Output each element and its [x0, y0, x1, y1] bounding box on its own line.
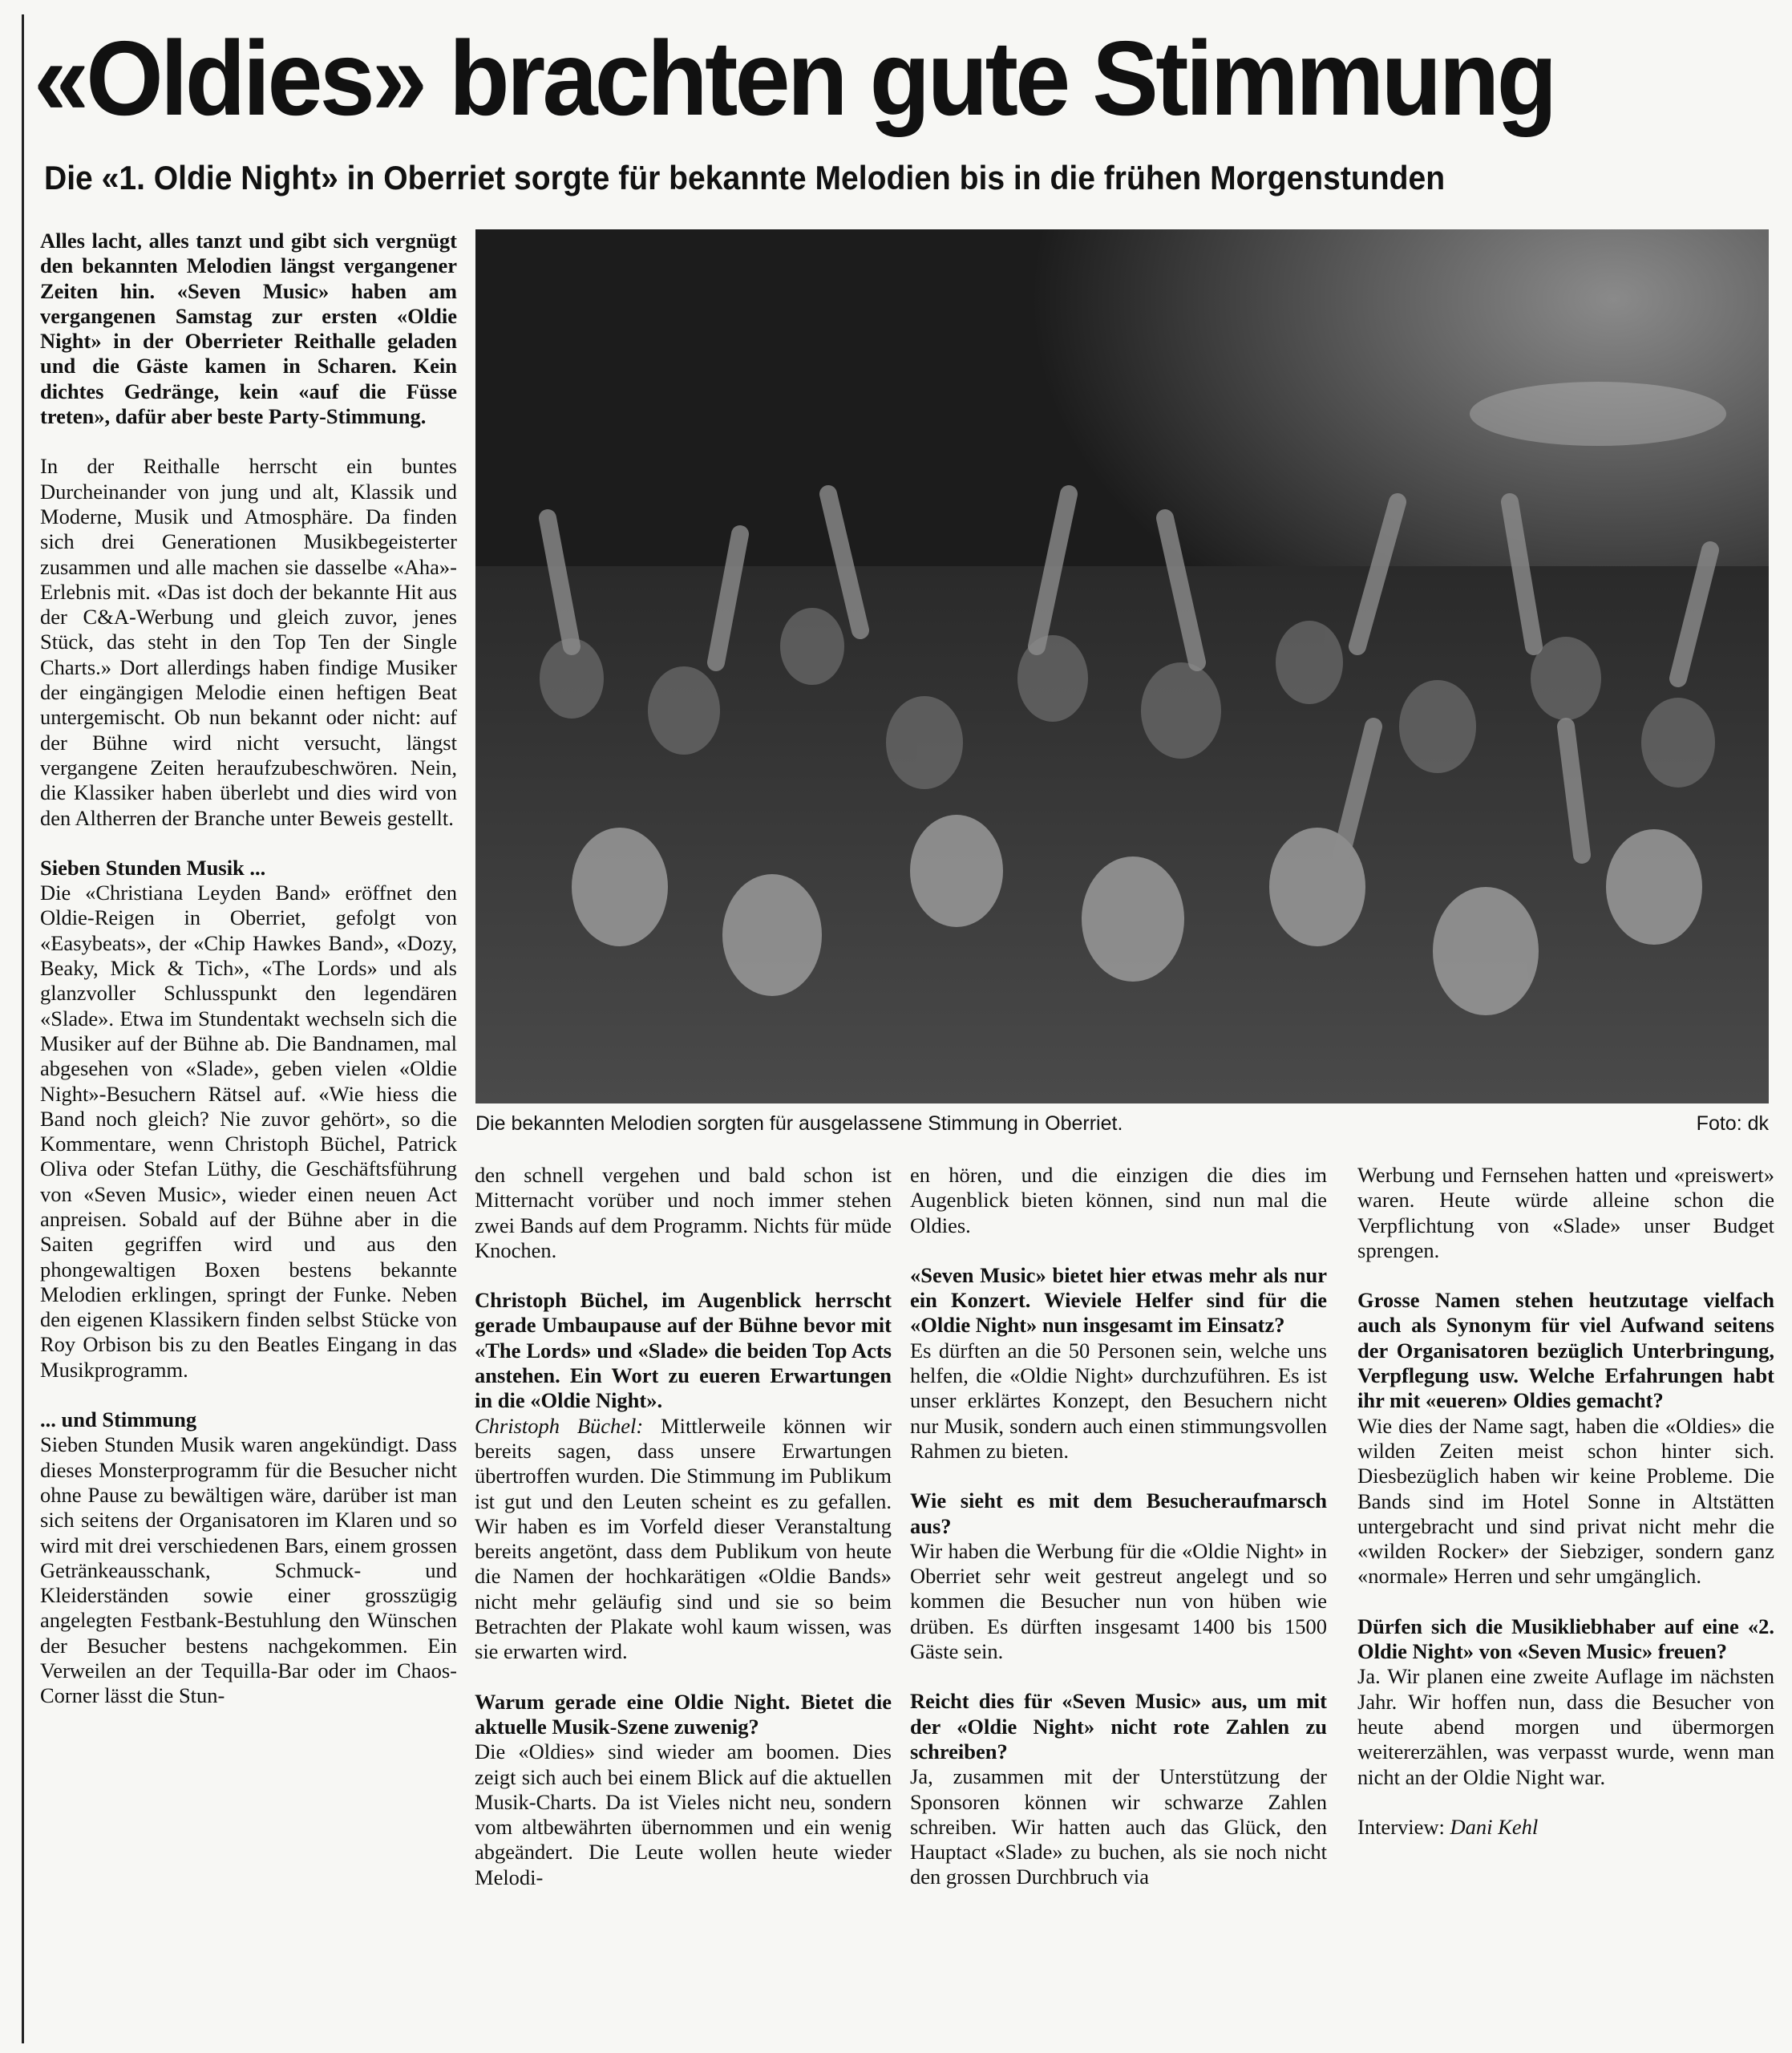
- interview-question: Christoph Büchel, im Augenblick herrscht gerade Umbaupause auf der Bühne bevor mit «The Lords» und «Slade» die beiden Top Acts anstehen. Ein Wort zu eueren Erwartungen in die «Oldie Night».: [475, 1288, 892, 1413]
- interview-answer: Wie dies der Name sagt, haben die «Oldies» die wilden Zeiten meist schon hinter sich. Diesbezüglich haben wir keine Probleme. Die Bands sind im Hotel Sonne in Altstätten untergebracht und sind privat nicht mehr die «wilden Rocker» der Siebziger, sondern ganz «normale» Herren und sehr umgänglich.: [1357, 1413, 1774, 1589]
- interview-answer: Die «Oldies» sind wieder am boomen. Dies zeigt sich auch bei einem Blick auf die aktuellen Musik-Charts. Da ist Vieles nicht neu, sondern vom altbewährten übernommen und ein wenig abgeändert. Die Leute wollen heute wieder Melodi-: [475, 1739, 892, 1889]
- photo-caption: [475, 1110, 1769, 1137]
- crowd-photo: [475, 229, 1769, 1103]
- speaker-name: Christoph Büchel:: [475, 1413, 644, 1438]
- interview-question: Warum gerade eine Oldie Night. Bietet die aktuelle Musik-Szene zuwenig?: [475, 1689, 892, 1739]
- section-subheading: ... und Stimmung: [40, 1407, 197, 1432]
- article-column-4: [1357, 1163, 1774, 1840]
- body-paragraph: Werbung und Fernsehen hatten und «preiswert» waren. Heute würde alleine schon die Verpflichtung von «Slade» unser Budget sprengen.: [1357, 1163, 1774, 1262]
- headline: «Oldies» brachten gute Stimmung: [34, 19, 1555, 137]
- interviewer-name: Dani Kehl: [1450, 1814, 1539, 1839]
- section-subheading: Sieben Stunden Musik ...: [40, 855, 266, 880]
- interview-answer: [475, 1414, 892, 1665]
- interview-question: Dürfen sich die Musikliebhaber auf eine «2. Oldie Night» von «Seven Music» freuen?: [1357, 1614, 1774, 1664]
- interview-credit: [1357, 1815, 1774, 1840]
- body-paragraph: den schnell vergehen und bald schon ist Mitternacht vorüber und noch immer stehen zwei Bands auf dem Programm. Nichts für müde Knochen.: [475, 1163, 892, 1262]
- interview-question: «Seven Music» bietet hier etwas mehr als nur ein Konzert. Wieviele Helfer sind für die «Oldie Night» nun insgesamt im Einsatz?: [910, 1262, 1327, 1338]
- body-paragraph: Sieben Stunden Musik waren angekündigt. Dass dieses Monsterprogramm für die Besucher nicht ohne Pause zu bewältigen wäre, darüber ist man sich seitens der Organisatoren im Klaren und so wird mit drei verschiedenen Bars, einem grossen Getränkeausschank, Schmuck- und Kleiderständen sowie einer grosszügig angelegten Festbank-Bestuhlung den Wünschen der Besucher bestens nachgekommen. Ein Verweilen an der Tequilla-Bar oder im Chaos-Corner lässt die Stun-: [40, 1432, 457, 1708]
- article-column-1: [40, 229, 457, 1709]
- interview-answer: Es dürften an die 50 Personen sein, welche uns helfen, die «Oldie Night» durchzuführen. Es ist unser erklärtes Konzept, den Besuchern nicht nur Musik, sondern auch einen stimmungsvollen Rahmen zu bieten.: [910, 1338, 1327, 1463]
- interview-label: Interview:: [1357, 1814, 1445, 1839]
- interview-answer: Ja, zusammen mit der Unterstützung der Sponsoren können wir schwarze Zahlen schreiben. Wir hatten auch das Glück, den Hauptact «Slade» zu buchen, als sie noch nicht den grossen Durchbruch via: [910, 1764, 1327, 1889]
- answer-text: Mittlerweile können wir bereits sagen, dass unsere Erwartungen übertroffen wurden. Die Stimmung im Publikum ist gut und den Leuten scheint es zu gefallen. Wir haben es im Vorfeld dieser Veranstaltung bereits angetönt, dass dem Publikum von heute die Namen der hochkarätigen «Oldie Bands» nicht mehr geläufig sind und sie so beim Betrachten der Plakate wohl kaum wissen, was sie erwarten wird.: [475, 1413, 892, 1664]
- caption-text: Die bekannten Melodien sorgten für ausgelassene Stimmung in Oberriet.: [475, 1112, 1123, 1135]
- article-column-3: [910, 1163, 1327, 1890]
- article-column-2: [475, 1163, 892, 1890]
- subheadline: Die «1. Oldie Night» in Oberriet sorgte für bekannte Melodien bis in die frühen Morgenstunden: [44, 159, 1446, 196]
- left-column-rule: [22, 14, 24, 2043]
- interview-question: Wie sieht es mit dem Besucheraufmarsch aus?: [910, 1488, 1327, 1538]
- interview-question: Reicht dies für «Seven Music» aus, um mit der «Oldie Night» nicht rote Zahlen zu schreiben?: [910, 1689, 1327, 1763]
- body-paragraph: Die «Christiana Leyden Band» eröffnet den Oldie-Reigen in Oberriet, gefolgt von «Easybeats», der «Chip Hawkes Band», «Dozy, Beaky, Mick & Tich», «The Lords» und als glanzvoller Schlusspunkt den legendären «Slade». Etwa im Stundentakt wechseln sich die Musiker auf der Bühne ab. Die Bandnamen, mal abgesehen von «Slade», geben vielen «Oldie Night»-Besuchern Rätsel auf. «Wie hiess die Band noch gleich? Nie zuvor gehört», so die Kommentare, wenn Christoph Büchel, Patrick Oliva oder Stefan Lüthy, die Geschäftsführung von «Seven Music», wieder einen neuen Act anpreisen. Sobald auf der Bühne aber in die Saiten gegriffen wird und aus den phongewaltigen Boxen bestens bekannte Melodien erklingen, springt der Funke. Neben den eigenen Klassikern finden selbst Stücke von Roy Orbison bis zu den Beatles Eingang in das Musikprogramm.: [40, 881, 457, 1382]
- interview-answer: Wir haben die Werbung für die «Oldie Night» in Oberriet sehr weit gestreut angelegt und so kommen die Besucher nun von hüben wie drüben. Es dürften insgesamt 1400 bis 1500 Gäste sein.: [910, 1538, 1327, 1664]
- interview-answer: Ja. Wir planen eine zweite Auflage im nächsten Jahr. Wir hoffen nun, dass die Besucher von heute abend morgen und übermorgen weitererzählen, was verpasst wurde, wenn man nicht an der Oldie Night war.: [1357, 1664, 1774, 1789]
- interview-question: Grosse Namen stehen heutzutage vielfach auch als Synonym für viel Aufwand seitens der Organisatoren bezüglich Unterbringung, Verpflegung usw. Welche Erfahrungen habt ihr mit «eueren» Oldies gemacht?: [1357, 1288, 1774, 1413]
- lead-paragraph: Alles lacht, alles tanzt und gibt sich vergnügt den bekannten Melodien längst vergangener Zeiten hin. «Seven Music» haben am vergangenen Samstag zur ersten «Oldie Night» in der Oberrieter Reithalle geladen und die Gäste kamen in Scharen. Kein dichtes Gedränge, kein «auf die Füsse treten», dafür aber beste Party-Stimmung.: [40, 229, 457, 429]
- body-paragraph: en hören, und die einzigen die dies im Augenblick bieten können, sind nun mal die Oldies.: [910, 1163, 1327, 1237]
- photo-credit: Foto: dk: [1696, 1112, 1769, 1135]
- body-paragraph: In der Reithalle herrscht ein buntes Durcheinander von jung und alt, Klassik und Moderne, Musik und Atmosphäre. Da finden sich drei Generationen Musikbegeisterter zusammen und alle machen sie dasselbe «Aha»-Erlebnis mit. «Das ist doch der bekannte Hit aus der C&A-Werbung und gleich zuvor, jenes Stück, das steht in den Top Ten der Single Charts.» Dort allerdings haben findige Musiker der eingängigen Melodie einen heftigen Beat untergemischt. Ob nun bekannt oder nicht: auf der Bühne wird nicht versucht, längst vergangene Zeiten heraufzubeschwören. Nein, die Klassiker haben überlebt und dies wird von den Altherren der Branche unter Beweis gestellt.: [40, 454, 457, 830]
